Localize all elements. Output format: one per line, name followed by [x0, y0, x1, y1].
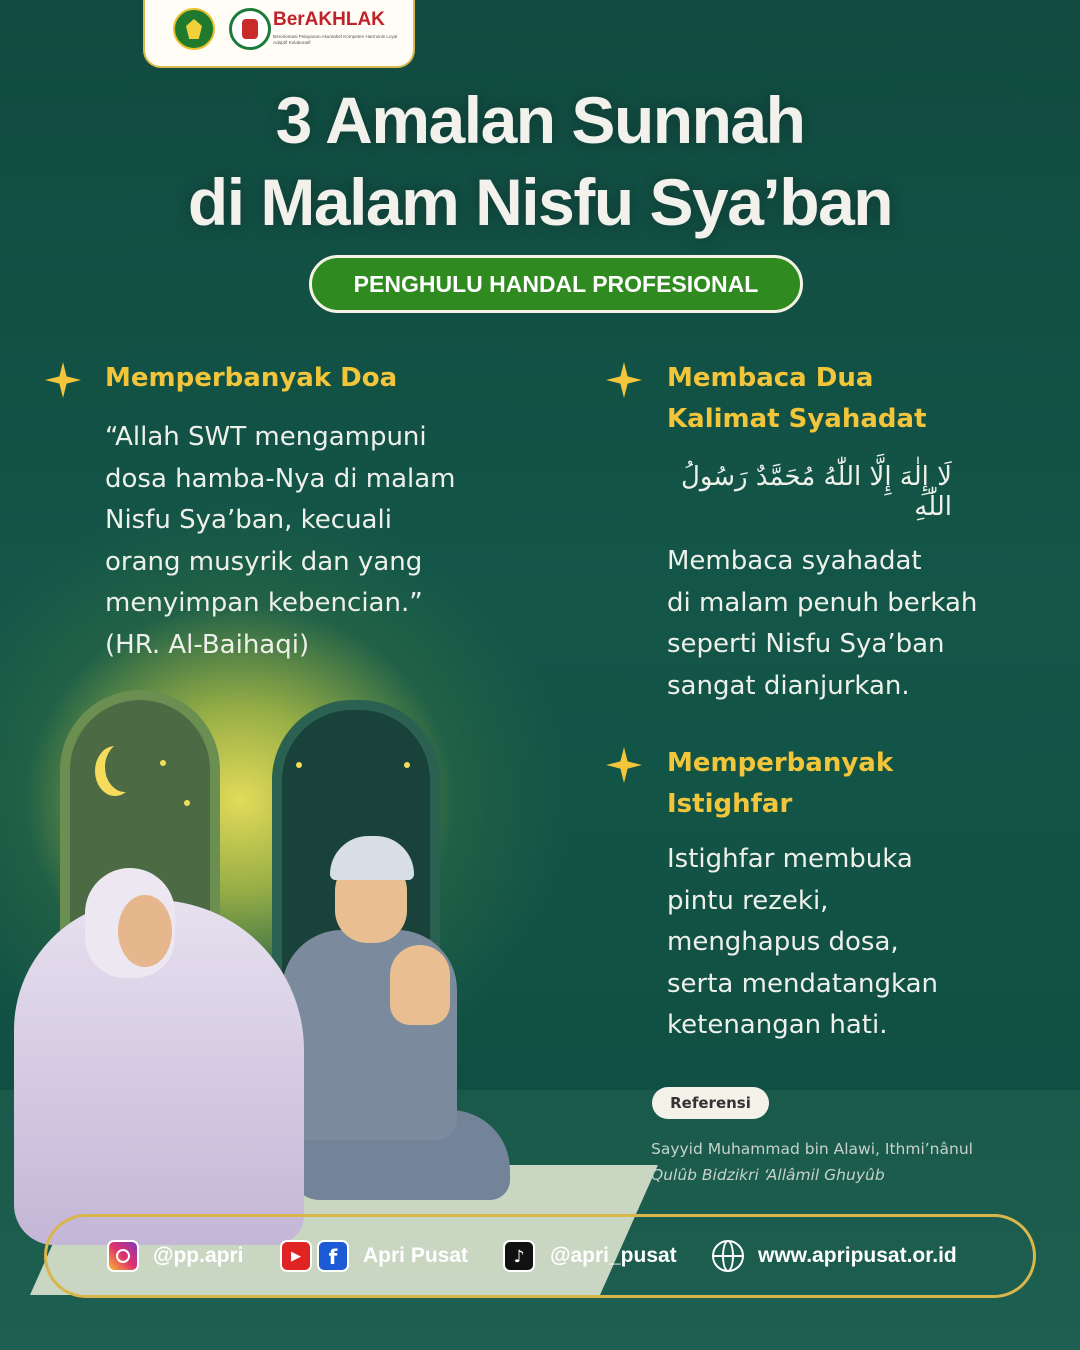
syahadat-arabic: لَا إِلٰهَ إِلَّا اللّٰهُ مُحَمَّدٌ رَسُولُ اللّٰهِ: [680, 462, 952, 522]
sparkle-icon: [606, 747, 642, 783]
youtube-facebook-handle[interactable]: Apri Pusat: [363, 1244, 469, 1267]
page-title-line1: 3 Amalan Sunnah: [275, 83, 805, 157]
logo-box: [143, 0, 415, 68]
sparkle-icon: [606, 362, 642, 398]
tiktok-handle[interactable]: @apri_pusat: [550, 1244, 677, 1267]
item-heading-istighfar-2: Istighfar: [667, 789, 793, 819]
item-heading-istighfar-1: Memperbanyak: [667, 748, 894, 778]
reference-badge: Referensi: [652, 1087, 769, 1119]
item-heading-syahadat-1: Membaca Dua: [667, 363, 874, 393]
man-hands: [390, 945, 450, 1025]
globe-icon[interactable]: [712, 1240, 744, 1272]
kemenag-emblem-icon: [173, 8, 215, 50]
item-body-syahadat: Membaca syahadat di malam penuh berkah seperti Nisfu Sya’ban sangat dianjurkan.: [667, 546, 978, 701]
reference-line1: Sayyid Muhammad bin Alawi, Ithmi’nânul: [651, 1140, 973, 1158]
instagram-handle[interactable]: @pp.apri: [153, 1244, 244, 1267]
woman-face: [118, 895, 172, 967]
youtube-icon[interactable]: ▶: [280, 1240, 312, 1272]
facebook-icon[interactable]: f: [317, 1240, 349, 1272]
star-dot: [184, 800, 190, 806]
reference-text: [651, 1136, 1051, 1188]
star-dot: [296, 762, 302, 768]
star-dot: [160, 760, 166, 766]
item-body-doa: “Allah SWT mengampuni dosa hamba-Nya di malam Nisfu Sya’ban, kecuali orang musyrik dan yang menyimpan kebencian.” (HR. Al-Baihaqi): [105, 422, 456, 660]
berakhlak-tagline: Berorientasi Pelayanan Akuntabel Kompeten Harmonis Loyal Adaptif Kolaboratif: [273, 34, 398, 45]
berakhlak-logo: BerAKHLAK: [273, 9, 385, 30]
instagram-icon[interactable]: [107, 1240, 139, 1272]
reference-line2: Qulûb Bidzikri ‘Allâmil Ghuyûb: [651, 1166, 885, 1184]
subtitle-badge: PENGHULU HANDAL PROFESIONAL: [309, 255, 803, 313]
sparkle-icon: [45, 362, 81, 398]
item-heading-doa: Memperbanyak Doa: [105, 363, 398, 393]
page-title-line2: di Malam Nisfu Sya’ban: [187, 165, 893, 239]
website-link[interactable]: www.apripusat.or.id: [758, 1244, 957, 1267]
apri-emblem-icon: [229, 8, 271, 50]
crescent-moon-icon: [105, 742, 145, 792]
item-heading-syahadat-2: Kalimat Syahadat: [667, 404, 927, 434]
tiktok-icon[interactable]: ♪: [503, 1240, 535, 1272]
star-dot: [404, 762, 410, 768]
item-body-istighfar: Istighfar membuka pintu rezeki, menghapus dosa, serta mendatangkan ketenangan hati.: [667, 844, 938, 1040]
